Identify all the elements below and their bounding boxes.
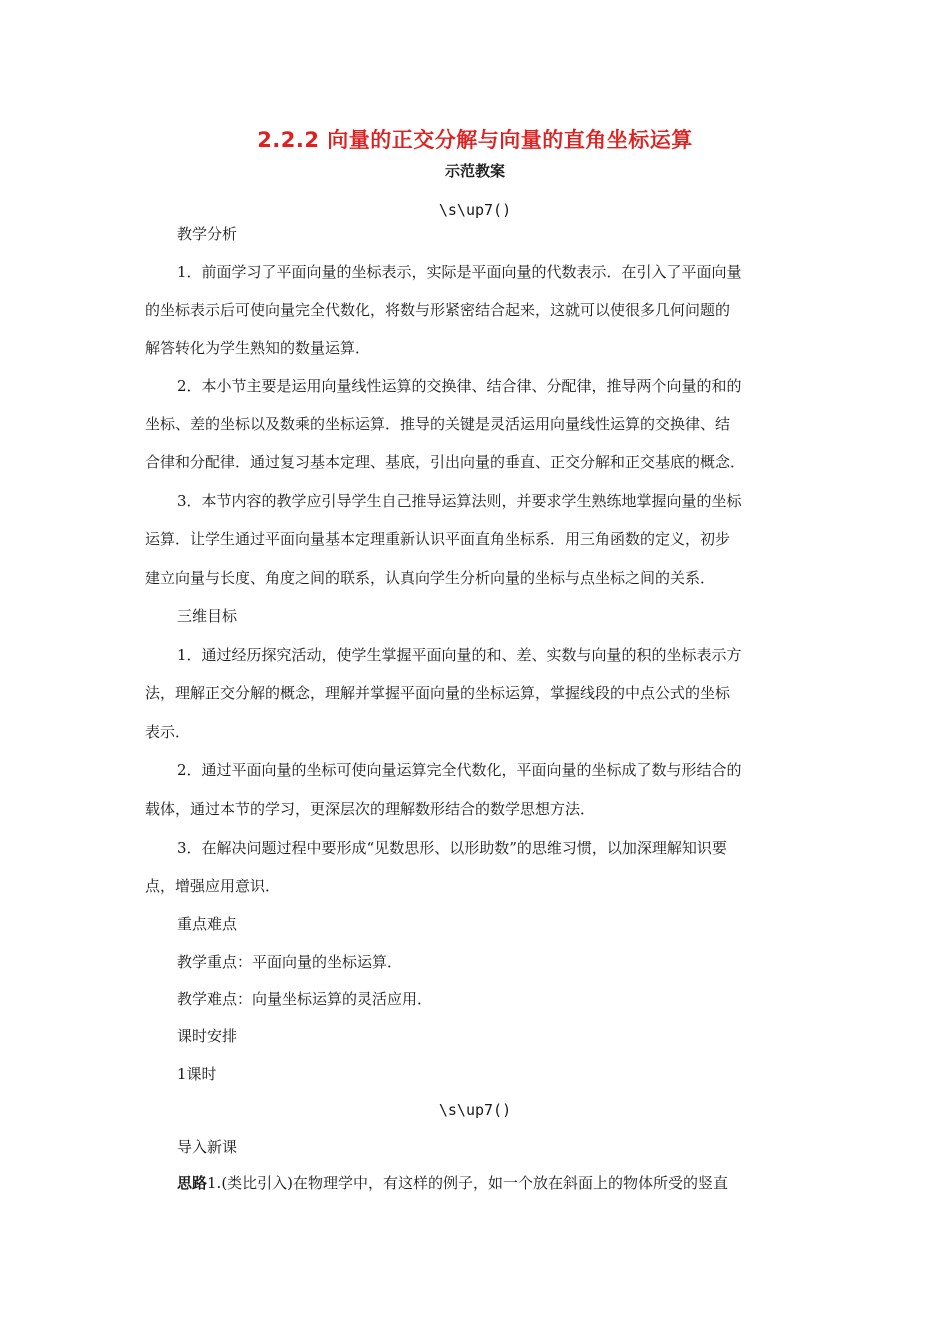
section-heading-intro: 导入新课 (177, 1138, 238, 1156)
paragraph-line: 点，增强应用意识． (145, 877, 281, 895)
paragraph-line: 1．通过经历探究活动，使学生掌握平面向量的和、差、实数与向量的积的坐标表示方 (177, 646, 742, 664)
paragraph-line: 运算．让学生通过平面向量基本定理重新认识平面直角坐标系．用三角函数的定义，初步 (145, 530, 731, 548)
paragraph-line: 法，理解正交分解的概念，理解并掌握平面向量的坐标运算，掌握线段的中点公式的坐标 (145, 684, 731, 702)
paragraph-text: 1.(类比引入)在物理学中，有这样的例子，如一个放在斜面上的物体所受的竖直 (207, 1174, 729, 1192)
paragraph-line: 1课时 (177, 1065, 217, 1083)
paragraph-line: 2．通过平面向量的坐标可使向量运算完全代数化，平面向量的坐标成了数与形结合的 (177, 761, 742, 779)
document-title: 2.2.2 向量的正交分解与向量的直角坐标运算 (257, 128, 693, 152)
paragraph-line: 解答转化为学生熟知的数量运算． (145, 339, 371, 357)
paragraph-line: 合律和分配律．通过复习基本定理、基底，引出向量的垂直、正交分解和正交基底的概念． (145, 453, 746, 471)
field-code-1: \s\up7() (438, 201, 512, 219)
paragraph-line: 教学难点：向量坐标运算的灵活应用． (177, 990, 433, 1008)
document-subtitle: 示范教案 (444, 162, 505, 180)
paragraph-line: 建立向量与长度、角度之间的联系，认真向学生分析向量的坐标与点坐标之间的关系． (145, 569, 716, 587)
section-heading-analysis: 教学分析 (177, 225, 238, 243)
paragraph-line: 的坐标表示后可使向量完全代数化，将数与形紧密结合起来，这就可以使很多几何问题的 (145, 301, 731, 319)
section-heading-goals: 三维目标 (177, 607, 238, 625)
paragraph-line: 1．前面学习了平面向量的坐标表示，实际是平面向量的代数表示．在引入了平面向量 (177, 263, 742, 281)
paragraph-line-last (177, 1173, 842, 1193)
paragraph-line: 3．本节内容的教学应引导学生自己推导运算法则，并要求学生熟练地掌握向量的坐标 (177, 492, 742, 510)
section-heading-schedule: 课时安排 (177, 1027, 238, 1045)
paragraph-line: 表示． (145, 723, 191, 741)
field-code-2: \s\up7() (438, 1101, 512, 1119)
paragraph-line: 载体，通过本节的学习，更深层次的理解数形结合的数学思想方法． (145, 800, 596, 818)
paragraph-line: 2．本小节主要是运用向量线性运算的交换律、结合律、分配律，推导两个向量的和的 (177, 377, 742, 395)
paragraph-line: 坐标、差的坐标以及数乘的坐标运算．推导的关键是灵活运用向量线性运算的交换律、结 (145, 415, 731, 433)
paragraph-line: 教学重点：平面向量的坐标运算． (177, 953, 403, 971)
section-heading-keypoints: 重点难点 (177, 915, 238, 933)
bold-label: 思路 (177, 1174, 208, 1192)
paragraph-line: 3．在解决问题过程中要形成“见数思形、以形助数”的思维习惯，以加深理解知识要 (177, 839, 727, 857)
